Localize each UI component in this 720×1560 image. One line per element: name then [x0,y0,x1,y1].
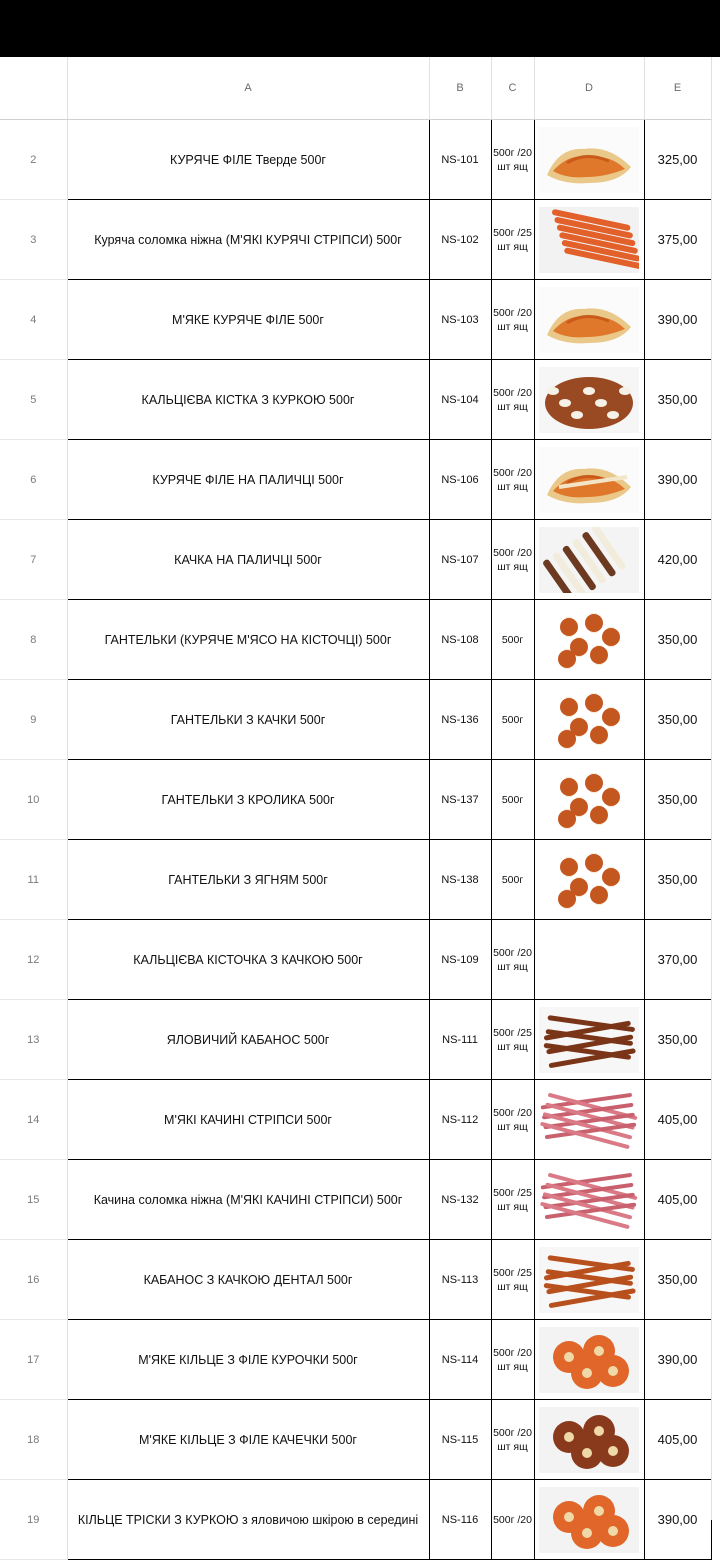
price-cell[interactable]: 350,00 [644,840,711,920]
product-code-cell[interactable]: NS-107 [429,520,491,600]
product-name-cell[interactable]: КАЛЬЦІЄВА КІСТОЧКА З КАЧКОЮ 500г [67,920,429,1000]
product-code-cell[interactable]: NS-116 [429,1480,491,1560]
table-row [0,1400,711,1480]
row-number[interactable]: 12 [0,920,67,1000]
price-cell[interactable]: 370,00 [644,920,711,1000]
dumbbell-treat-icon [539,767,639,833]
row-number[interactable]: 5 [0,360,67,440]
product-code-cell[interactable]: NS-108 [429,600,491,680]
product-image-cell[interactable] [534,840,644,920]
calcium-bone-icon [539,367,639,433]
table-row [0,600,711,680]
price-cell[interactable]: 390,00 [644,440,711,520]
product-name-cell[interactable]: М'ЯКЕ КІЛЬЦЕ З ФІЛЕ КАЧЕЧКИ 500г [67,1400,429,1480]
price-cell[interactable]: 350,00 [644,680,711,760]
row-number[interactable]: 17 [0,1320,67,1400]
table-row [0,440,711,520]
product-name-cell[interactable]: КУРЯЧЕ ФІЛЕ НА ПАЛИЧЦІ 500г [67,440,429,520]
product-code-cell[interactable]: NS-137 [429,760,491,840]
chicken-stick-icon [539,447,639,513]
table-row [0,200,711,280]
grid-line [711,57,712,1520]
row-number[interactable]: 4 [0,280,67,360]
package-cell[interactable]: 500г /25 шт ящ [491,1160,534,1240]
dental-sticks-icon [539,1247,639,1313]
product-image-cell[interactable] [534,520,644,600]
chicken-jerky-icon [539,127,639,193]
price-cell[interactable]: 350,00 [644,1000,711,1080]
package-cell[interactable]: 500г /20 шт ящ [491,360,534,440]
package-cell[interactable]: 500г [491,680,534,760]
column-header-e[interactable]: E [644,57,711,120]
dumbbell-treat-icon [539,607,639,673]
product-image-cell[interactable] [534,120,644,200]
top-status-bar [0,0,720,57]
row-number[interactable]: 8 [0,600,67,680]
column-header-d[interactable]: D [534,57,644,120]
product-code-cell[interactable]: NS-112 [429,1080,491,1160]
duck-stick-icon [539,527,639,593]
table-row [0,1320,711,1400]
table-row [0,520,711,600]
row-number[interactable]: 3 [0,200,67,280]
product-name-cell[interactable]: М'ЯКЕ КІЛЬЦЕ З ФІЛЕ КУРОЧКИ 500г [67,1320,429,1400]
package-cell[interactable]: 500г /20 шт ящ [491,280,534,360]
column-header-b[interactable]: B [429,57,491,120]
product-code-cell[interactable]: NS-114 [429,1320,491,1400]
spreadsheet [0,57,720,1560]
package-cell[interactable]: 500г /25 шт ящ [491,1240,534,1320]
price-cell[interactable]: 350,00 [644,1240,711,1320]
product-code-cell[interactable]: NS-109 [429,920,491,1000]
product-name-cell[interactable]: ГАНТЕЛЬКИ З КРОЛИКА 500г [67,760,429,840]
table-row [0,1160,711,1240]
product-name-cell[interactable]: КІЛЬЦЕ ТРІСКИ З КУРКОЮ з яловичою шкірою в середині [67,1480,429,1560]
chicken-ring-icon [539,1327,639,1393]
product-code-cell[interactable]: NS-101 [429,120,491,200]
package-cell[interactable]: 500г /20 шт ящ [491,920,534,1000]
table-row [0,1240,711,1320]
dumbbell-treat-icon [539,847,639,913]
package-cell[interactable]: 500г [491,760,534,840]
product-name-cell[interactable]: ЯЛОВИЧИЙ КАБАНОС 500г [67,1000,429,1080]
product-image-cell[interactable] [534,600,644,680]
product-image-cell[interactable] [534,200,644,280]
package-cell[interactable]: 500г /20 шт ящ [491,1320,534,1400]
row-number[interactable]: 7 [0,520,67,600]
product-image-cell[interactable] [534,1240,644,1320]
price-cell[interactable]: 390,00 [644,1320,711,1400]
product-image-cell[interactable] [534,680,644,760]
table-row [0,840,711,920]
product-name-cell[interactable]: М'ЯКІ КАЧИНІ СТРІПСИ 500г [67,1080,429,1160]
price-cell[interactable]: 350,00 [644,360,711,440]
duck-strips-icon [539,1167,639,1233]
row-number[interactable]: 6 [0,440,67,520]
product-image-cell[interactable] [534,1080,644,1160]
product-image-cell[interactable] [534,1160,644,1240]
product-image-cell[interactable] [534,1320,644,1400]
product-code-cell[interactable]: NS-104 [429,360,491,440]
table-row [0,1080,711,1160]
table-row [0,280,711,360]
column-header-c[interactable]: C [491,57,534,120]
beef-sticks-icon [539,1007,639,1073]
price-cell[interactable]: 405,00 [644,1080,711,1160]
row-number[interactable]: 13 [0,1000,67,1080]
row-number[interactable]: 11 [0,840,67,920]
price-cell[interactable]: 350,00 [644,760,711,840]
row-number[interactable]: 15 [0,1160,67,1240]
product-image-cell[interactable] [534,1000,644,1080]
product-code-cell[interactable]: NS-115 [429,1400,491,1480]
product-code-cell[interactable]: NS-102 [429,200,491,280]
package-cell[interactable]: 500г /20 шт ящ [491,1400,534,1480]
product-code-cell[interactable]: NS-132 [429,1160,491,1240]
product-code-cell[interactable]: NS-138 [429,840,491,920]
package-cell[interactable]: 500г /20 [491,1480,534,1560]
table-row [0,760,711,840]
product-table [0,57,712,1560]
product-name-cell[interactable]: Качина соломка ніжна (М'ЯКІ КАЧИНІ СТРІПСИ) 500г [67,1160,429,1240]
chicken-strips-icon [539,207,639,273]
dumbbell-treat-icon [539,687,639,753]
product-image-cell[interactable] [534,360,644,440]
product-code-cell[interactable]: NS-103 [429,280,491,360]
price-cell[interactable]: 375,00 [644,200,711,280]
product-name-cell[interactable]: ГАНТЕЛЬКИ З КАЧКИ 500г [67,680,429,760]
product-name-cell[interactable]: КУРЯЧЕ ФІЛЕ Тверде 500г [67,120,429,200]
package-cell[interactable]: 500г /20 шт ящ [491,440,534,520]
table-row [0,680,711,760]
chicken-jerky-icon [539,287,639,353]
price-cell[interactable]: 405,00 [644,1160,711,1240]
package-cell[interactable]: 500г /25 шт ящ [491,1000,534,1080]
column-header-row [0,57,711,120]
duck-strips-icon [539,1087,639,1153]
duck-ring-icon [539,1407,639,1473]
product-name-cell[interactable]: М'ЯКЕ КУРЯЧЕ ФІЛЕ 500г [67,280,429,360]
product-name-cell[interactable]: ГАНТЕЛЬКИ З ЯГНЯМ 500г [67,840,429,920]
row-number[interactable]: 16 [0,1240,67,1320]
row-number[interactable]: 18 [0,1400,67,1480]
product-code-cell[interactable]: NS-136 [429,680,491,760]
package-cell[interactable]: 500г /20 шт ящ [491,1080,534,1160]
product-name-cell[interactable]: Куряча соломка ніжна (М'ЯКІ КУРЯЧІ СТРІПСИ) 500г [67,200,429,280]
package-cell[interactable]: 500г /20 шт ящ [491,520,534,600]
product-name-cell[interactable]: КАЧКА НА ПАЛИЧЦІ 500г [67,520,429,600]
package-cell[interactable]: 500г [491,840,534,920]
price-cell[interactable]: 325,00 [644,120,711,200]
product-image-cell[interactable] [534,440,644,520]
product-name-cell[interactable]: КАЛЬЦІЄВА КІСТКА З КУРКОЮ 500г [67,360,429,440]
table-row [0,1000,711,1080]
price-cell[interactable]: 390,00 [644,1480,711,1560]
price-cell[interactable]: 350,00 [644,600,711,680]
row-number[interactable]: 2 [0,120,67,200]
column-header-a[interactable]: A [67,57,429,120]
row-number[interactable]: 10 [0,760,67,840]
table-row [0,360,711,440]
product-code-cell[interactable]: NS-106 [429,440,491,520]
table-row [0,120,711,200]
row-number[interactable]: 19 [0,1480,67,1560]
package-cell[interactable]: 500г /20 шт ящ [491,120,534,200]
row-number[interactable]: 9 [0,680,67,760]
product-code-cell[interactable]: NS-113 [429,1240,491,1320]
table-row [0,920,711,1000]
product-image-cell[interactable] [534,280,644,360]
product-name-cell[interactable]: КАБАНОС З КАЧКОЮ ДЕНТАЛ 500г [67,1240,429,1320]
price-cell[interactable]: 390,00 [644,280,711,360]
product-image-cell[interactable] [534,920,644,1000]
package-cell[interactable]: 500г [491,600,534,680]
row-number[interactable]: 14 [0,1080,67,1160]
product-image-cell[interactable] [534,1400,644,1480]
package-cell[interactable]: 500г /25 шт ящ [491,200,534,280]
product-name-cell[interactable]: ГАНТЕЛЬКИ (КУРЯЧЕ М'ЯСО НА КІСТОЧЦІ) 500г [67,600,429,680]
product-code-cell[interactable]: NS-111 [429,1000,491,1080]
corner-cell[interactable] [0,57,67,120]
price-cell[interactable]: 420,00 [644,520,711,600]
price-cell[interactable]: 405,00 [644,1400,711,1480]
product-image-cell[interactable] [534,760,644,840]
